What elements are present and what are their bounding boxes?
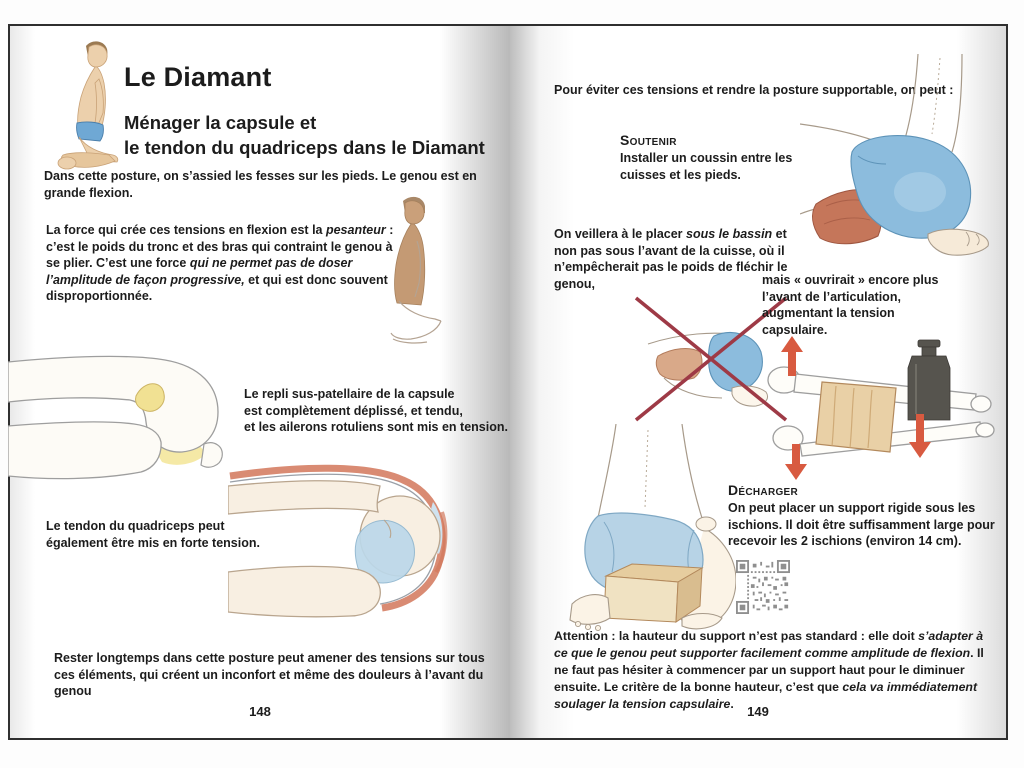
text-segment-italic: sous le bassin [686,227,773,241]
knee-flexed-illustration [228,444,475,632]
text-segment: La force qui crée ces tensions en flexion est la [46,223,326,237]
page-number-left: 148 [249,704,271,719]
decharger-body: On peut placer un support rigide sous les ischions. Il doit être suffisamment large pour recevoir les 2 ischions (environ 14 cm). [728,501,995,548]
qr-code-icon [736,560,790,614]
book-spread [8,24,1008,740]
caption-line: est complètement déplissé, et tendu, [244,403,463,418]
text-segment-italic: s’adapter à ce que le genou peut supporter facilement comme amplitude de flexion [554,629,984,660]
caption-line: et les ailerons rotuliens sont mis en tension. [244,420,508,434]
kneeling-pose-figure [50,38,134,178]
text-segment-italic: pesanteur [325,223,386,237]
text-segment: . Il ne faut pas hésiter à commencer par un support haut pour le diminuer ensuite. Le critère de la bonne hauteur, c’est que [554,646,984,694]
right-intro-paragraph: Pour éviter ces tensions et rendre la posture supportable, on peut : [554,83,954,97]
knee-extended-illustration [8,334,238,491]
caption-line: également être mis en forte tension. [46,535,260,550]
cushion-correct-illustration [800,54,1004,264]
footer-note: Rester longtemps dans cette posture peut amener des tensions sur tous ces éléments, qui créent un inconfort et même des douleurs à l’avant du genou [54,651,485,698]
caption-line: Le tendon du quadriceps peut [46,519,225,533]
page-title: Le Diamant [124,62,272,92]
soutenir-heading: Soutenir [620,132,677,148]
decharger-heading: Décharger [728,482,799,498]
text-segment-italic: qui ne permet pas de doser l’amplitude de façon progressive, [46,256,353,287]
intro-paragraph: Dans cette posture, on s’assied les fesses sur les pieds. Le genou est en grande flexion. [44,169,477,200]
force-paragraph [46,222,398,305]
text-segment: On veillera à le placer [554,227,687,241]
text-segment: et qui est donc souvent disproportionnée. [46,272,388,303]
block-support-illustration [554,424,752,636]
subtitle-line: le tendon du quadriceps dans le Diamant [124,137,485,158]
caption-line: Le repli sus-patellaire de la capsule [244,387,455,401]
text-segment: et non pas sous l’avant de la cuisse, où il n’empêcherait pas le poids de fléchir le genou, [554,227,788,291]
capsule-caption [244,386,508,436]
text-segment: : c’est le poids du tronc et des bras qui contraint le genou à se plier. C’est une force [46,223,394,270]
text-segment: Attention : la hauteur du support n’est pas standard : elle doit [554,629,919,643]
subtitle-line: Ménager la capsule et [124,112,317,133]
text-segment: . [730,697,734,711]
ouvrirait-note: mais « ouvrirait » encore plus l’avant de l’articulation, augmentant la tension capsulaire. [762,273,939,337]
soutenir-body: Installer un coussin entre les cuisses et les pieds. [620,151,793,182]
trunk-weight-figure [362,192,480,350]
forces-schematic-illustration [758,334,1008,486]
page-subtitle [124,110,485,160]
text-segment-italic: cela va immédiatement soulager la tension capsulaire [554,680,978,711]
attention-paragraph [554,628,1000,713]
page-number-right: 149 [747,704,769,719]
